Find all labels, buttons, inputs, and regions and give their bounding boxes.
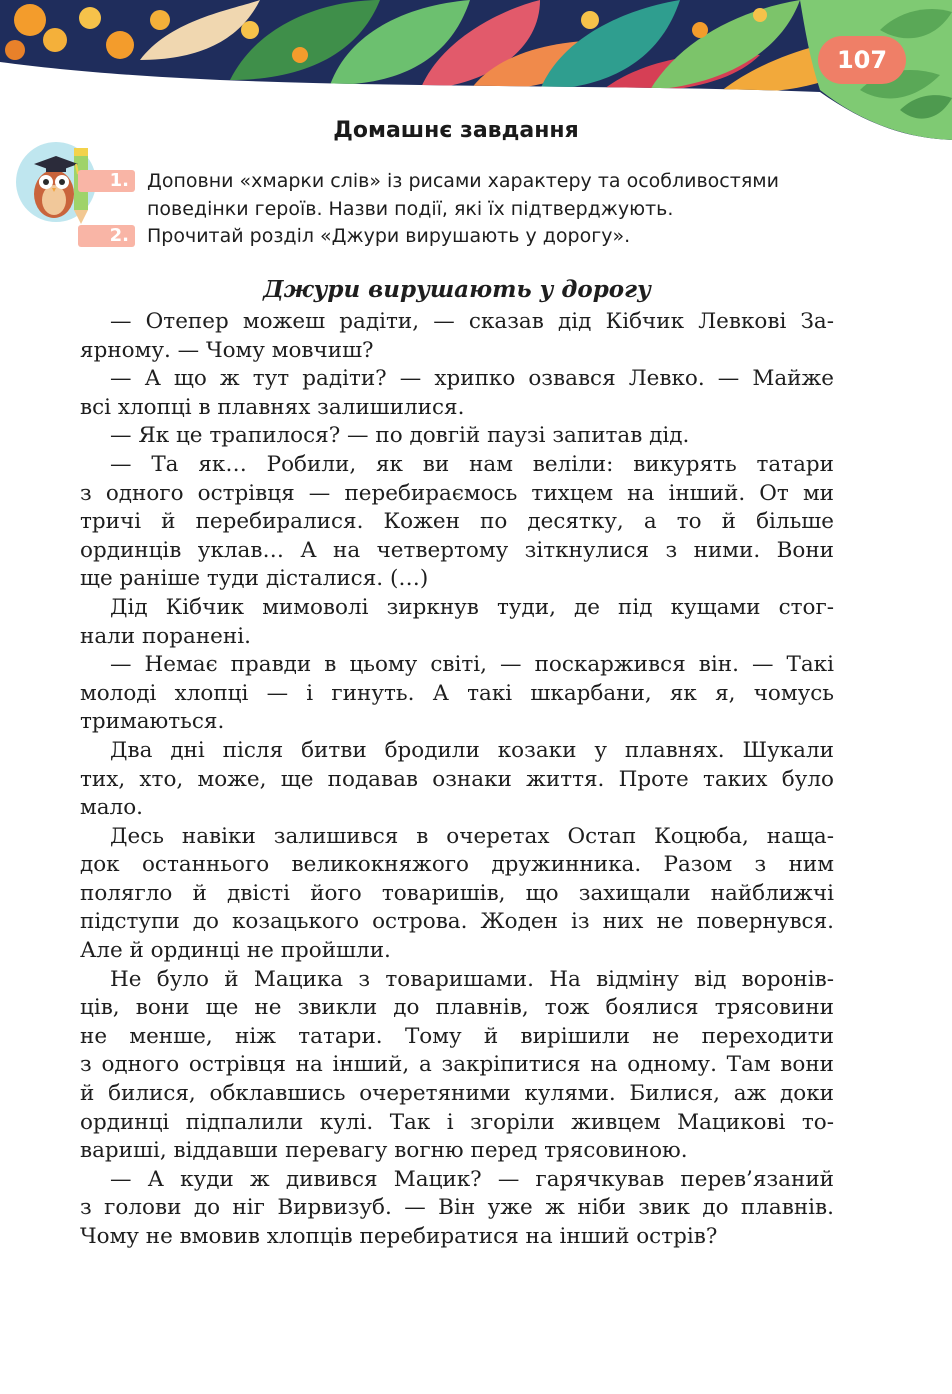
task-number-badge	[78, 225, 135, 247]
homework-title: Домашнє завдання	[333, 118, 579, 143]
story-text	[80, 308, 834, 1252]
text-line: Дід Кібчик мимоволі зиркнув туди, де під кущами стог-	[110, 594, 834, 620]
text-line: Два дні після битви бродили козаки у плавнях. Шукали	[110, 737, 834, 763]
text-line: мало.	[80, 795, 143, 821]
text-line: всі хлопці в плавнях залишилися.	[80, 394, 465, 420]
task-number: 2.	[109, 225, 129, 246]
text-line: з одного острівця на інший, а закріпитися на одному. Там вони	[80, 1052, 834, 1078]
text-line: ярному. — Чому мовчиш?	[80, 337, 374, 363]
text-line: підступи до козацького острова. Жоден із них не повернувся.	[80, 909, 834, 935]
text-line: — Як це трапилося? — по довгій паузі запитав дід.	[110, 423, 690, 449]
text-line: Не було й Мацика з товаришами. На відміну від воронів-	[110, 966, 834, 992]
text-line: ще раніше туди дісталися. (…)	[80, 566, 429, 592]
text-line: Чому не вмовив хлопців перебиратися на інший острів?	[80, 1224, 718, 1249]
text-line: — Та як… Робили, як ви нам веліли: викурять татари	[110, 451, 834, 477]
text-line: — Отепер можеш радіти, — сказав дід Кібчик Левкові За-	[110, 309, 834, 334]
text-line: вариші, віддавши перевагу вогню перед трясовиною.	[80, 1138, 688, 1164]
text-line: ців, вони ще не звикли до плавнів, тож боялися трясовини	[80, 995, 834, 1021]
task-number-badge	[78, 170, 135, 192]
text-line: — Немає правди в цьому світі, — поскаржився він. — Такі	[110, 652, 834, 678]
text-line: молоді хлопці — і гинуть. А такі шкарбани, як я, чомусь	[80, 680, 834, 706]
text-line: ординців уклав… А на четвертому зіткнулися з ними. Вони	[80, 537, 834, 563]
task-1-line-2: поведінки героїв. Назви події, які їх підтверджують.	[147, 198, 674, 220]
page-number-badge: 107	[818, 36, 906, 84]
text-line: Але й ординці не пройшли.	[80, 938, 391, 964]
text-line: й билися, обклавшись очеретяними кулями. Билися, аж доки	[80, 1081, 834, 1107]
text-line: полягло й двісті його товаришів, що захищали найближчі	[80, 880, 834, 906]
task-2-line-1: Прочитай розділ «Джури вирушають у дорогу».	[147, 225, 631, 247]
text-line: ординці підпалили кулі. Так і згоріли живцем Мацикові то-	[80, 1109, 834, 1135]
text-line: нали поранені.	[80, 623, 251, 649]
story-title: Джури вирушають у дорогу	[263, 276, 651, 303]
text-line: — А куди ж дивився Мацик? — гарячкував перев’язаний	[110, 1166, 834, 1192]
text-line: тримаються.	[80, 709, 225, 735]
task-number: 1.	[109, 170, 129, 191]
text-line: з одного острівця — перебираємось тихцем на інший. От ми	[80, 480, 834, 506]
text-line: тричі й перебиралися. Кожен по десятку, а то й більше	[80, 509, 834, 535]
text-line: — А що ж тут радіти? — хрипко озвався Левко. — Майже	[110, 366, 834, 392]
text-line: не менше, ніж татари. Тому й вирішили не переходити	[80, 1023, 834, 1049]
text-line: Десь навіки залишився в очеретах Остап Коцюба, нащa-	[110, 823, 834, 849]
text-line: док останнього великокняжого дружинника. Разом з ним	[80, 852, 834, 878]
text-line: тих, хто, може, ще подавав ознаки життя. Проте таких було	[80, 766, 834, 792]
task-1-line-1: Доповни «хмарки слів» із рисами характеру та особливостями	[147, 170, 779, 192]
text-line: з голови до ніг Вирвизуб. — Він уже ж ніби звик до плавнів.	[80, 1195, 834, 1221]
